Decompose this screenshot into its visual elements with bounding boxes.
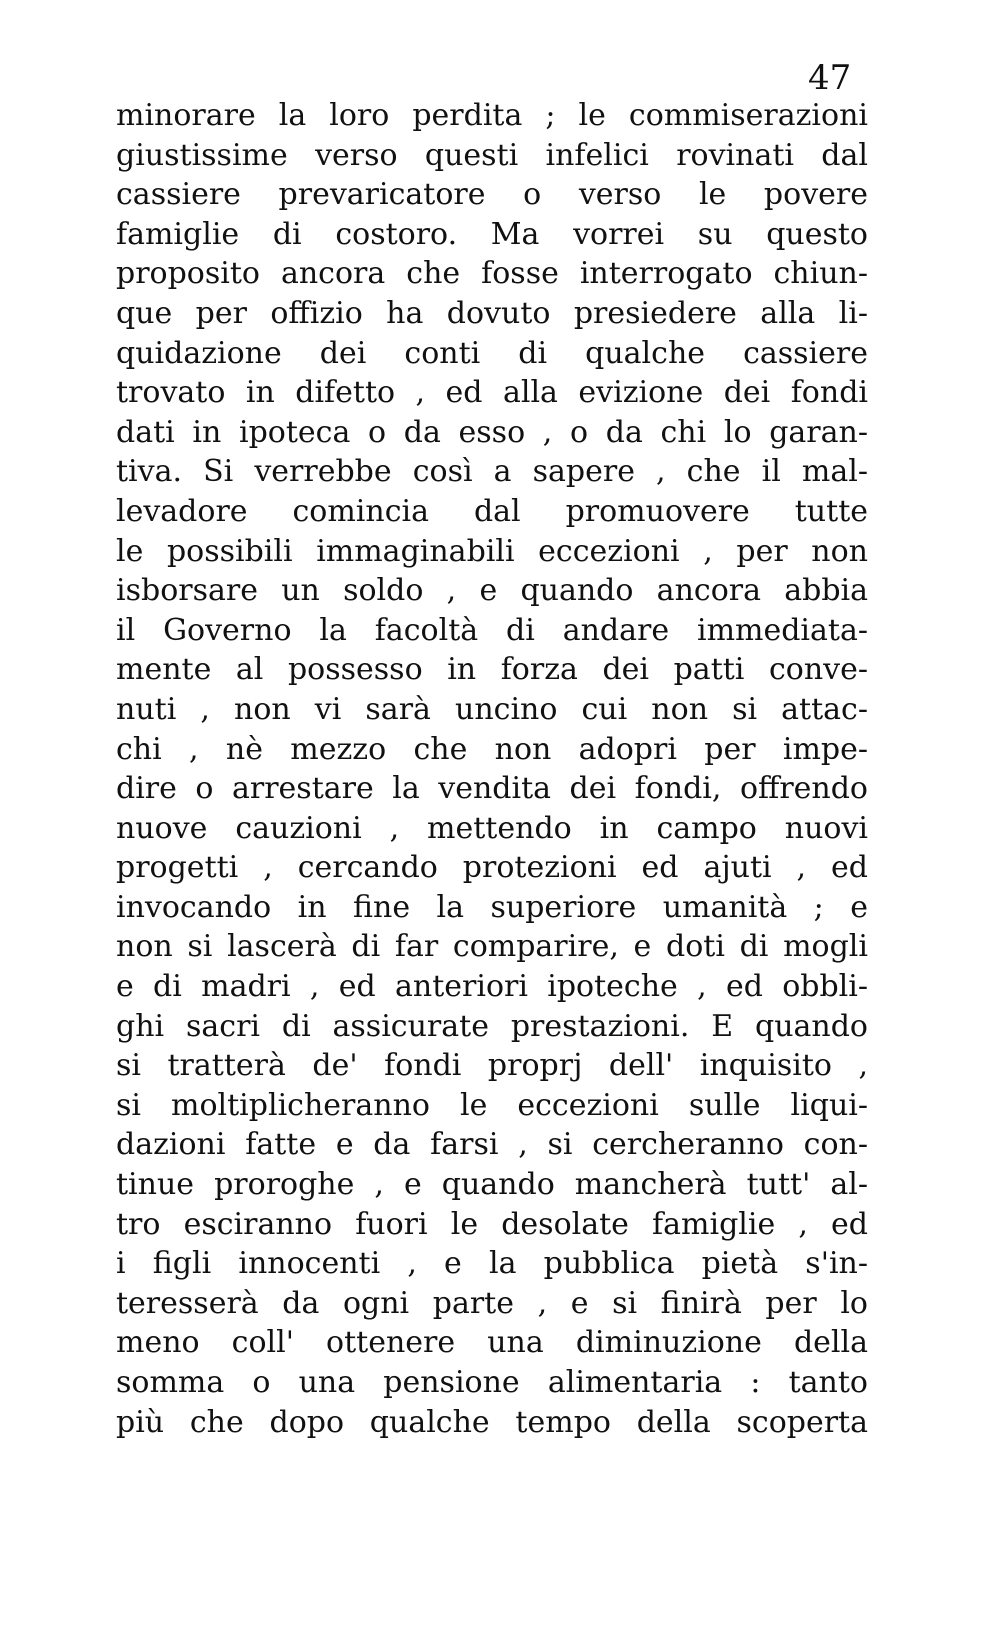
text-line: teresserà da ogni parte , e si finirà per lo — [116, 1285, 868, 1321]
text-line: que per offizio ha dovuto presiedere alla li- — [116, 295, 868, 331]
text-line: dire o arrestare la vendita dei fondi, offrendo — [116, 771, 868, 807]
text-line: somma o una pensione alimentaria : tanto — [116, 1365, 868, 1400]
text-line: nuti , non vi sarà uncino cui non si attac- — [116, 691, 868, 727]
text-line: dati in ipoteca o da esso , o da chi lo garan- — [116, 414, 868, 450]
text-line: mente al possesso in forza dei patti conve- — [116, 652, 868, 688]
text-line: levadore comincia dal promuovere tutte — [116, 493, 868, 529]
text-line: e di madri , ed anteriori ipoteche , ed obbli- — [116, 969, 868, 1005]
text-line: minorare la loro perdita ; le commiserazioni — [116, 98, 868, 133]
text-line: dazioni fatte e da farsi , si cercheranno con- — [116, 1127, 868, 1163]
text-line: chi , nè mezzo che non adopri per impe- — [116, 731, 868, 767]
text-line: meno coll' ottenere una diminuzione della — [116, 1325, 868, 1361]
text-line: non si lascerà di far comparire, e doti di mogli — [116, 929, 868, 965]
body-text — [116, 96, 868, 1442]
text-line: il Governo la facoltà di andare immediata- — [116, 612, 868, 648]
text-line: tinue proroghe , e quando mancherà tutt' al- — [116, 1167, 868, 1203]
text-line: trovato in difetto , ed alla evizione dei fondi — [116, 375, 868, 411]
text-line: nuove cauzioni , mettendo in campo nuovi — [116, 810, 868, 846]
text-line: invocando in fine la superiore umanità ; e — [116, 889, 868, 925]
text-line: si tratterà de' fondi proprj dell' inquisito , — [116, 1048, 868, 1084]
text-line: giustissime verso questi infelici rovinati dal — [116, 137, 868, 173]
text-line: famiglie di costoro. Ma vorrei su questo — [116, 216, 868, 252]
page-number: 47 — [808, 58, 852, 98]
text-line: i figli innocenti , e la pubblica pietà s'in- — [116, 1246, 868, 1282]
text-line: proposito ancora che fosse interrogato chiun- — [116, 256, 868, 292]
text-line: tro esciranno fuori le desolate famiglie , ed — [116, 1206, 868, 1242]
text-line: quidazione dei conti di qualche cassiere — [116, 335, 868, 371]
text-line: le possibili immaginabili eccezioni , per non — [116, 533, 868, 569]
text-line: si moltiplicheranno le eccezioni sulle liqui- — [116, 1087, 868, 1123]
text-line: progetti , cercando protezioni ed ajuti , ed — [116, 850, 868, 886]
text-line: tiva. Si verrebbe così a sapere , che il mal- — [116, 454, 868, 490]
text-line: isborsare un soldo , e quando ancora abbia — [116, 573, 868, 609]
text-line: più che dopo qualche tempo della scoperta — [116, 1404, 868, 1440]
text-line: ghi sacri di assicurate prestazioni. E quando — [116, 1008, 868, 1044]
text-line: cassiere prevaricatore o verso le povere — [116, 177, 868, 213]
